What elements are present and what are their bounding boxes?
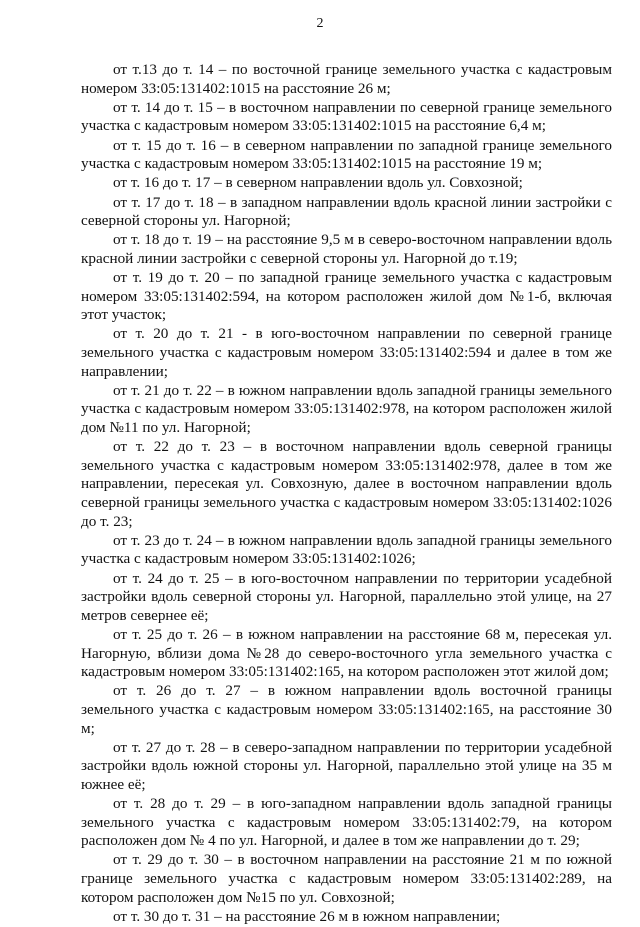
paragraph-5: от т. 17 до т. 18 – в западном направлении вдоль красной линии застройки с северной стороны ул. Нагорной; bbox=[81, 193, 612, 230]
document-body bbox=[81, 61, 612, 927]
paragraph-2: от т. 14 до т. 15 – в восточном направлении по северной границе земельного участка с кадастровым номером 33:05:131402:1015 на расстояние 6,4 м; bbox=[81, 98, 612, 135]
paragraph-12: от т. 24 до т. 25 – в юго-восточном направлении по территории усадебной застройки вдоль северной стороны ул. Нагорной, параллельно этой улице, на 27 метров севернее её; bbox=[81, 569, 612, 624]
paragraph-17: от т. 29 до т. 30 – в восточном направлении на расстояние 21 м по южной границе земельного участка с кадастровым номером 33:05:131402:289, на котором расположен дом №15 по ул. Совхозной; bbox=[81, 851, 612, 906]
paragraph-7: от т. 19 до т. 20 – по западной границе земельного участка с кадастровым номером 33:05:131402:594, на котором расположен жилой дом №1-б, включая этот участок; bbox=[81, 269, 612, 324]
paragraph-16: от т. 28 до т. 29 – в юго-западном направлении вдоль западной границы земельного участка с кадастровым номером 33:05:131402:79, на котором расположен дом № 4 по ул. Нагорной, и далее в том же направлении до т. 29; bbox=[81, 795, 612, 850]
paragraph-8: от т. 20 до т. 21 - в юго-восточном направлении по северной границе земельного участка с кадастровым номером 33:05:131402:594 и далее в том же направлении; bbox=[81, 325, 612, 380]
paragraph-6: от т. 18 до т. 19 – на расстояние 9,5 м в северо-восточном направлении вдоль красной линии застройки с северной стороны ул. Нагорной до т.19; bbox=[81, 231, 612, 267]
paragraph-10: от т. 22 до т. 23 – в восточном направлении вдоль северной границы земельного участка с кадастровым номером 33:05:131402:978, далее в том же направлении, пересекая ул. Совхозную, далее в восточном направлении вдоль северной границы земельного участка с кадастровым номером 33:05:131402:1026 до т. 23; bbox=[81, 438, 612, 530]
paragraph-11: от т. 23 до т. 24 – в южном направлении вдоль западной границы земельного участка с кадастровым номером 33:05:131402:1026; bbox=[81, 531, 612, 568]
page-number: 2 bbox=[316, 16, 324, 31]
paragraph-13: от т. 25 до т. 26 – в южном направлении на расстояние 68 м, пересекая ул. Нагорную, вблизи дома №28 до северо-восточного угла земельного участка с кадастровым номером 33:05:131402:165, на котором расположен этот жилой дом; bbox=[81, 625, 612, 681]
paragraph-14: от т. 26 до т. 27 – в южном направлении вдоль восточной границы земельного участка с кадастровым номером 33:05:131402:165, на расстояние 30 м; bbox=[81, 682, 612, 737]
paragraph-15: от т. 27 до т. 28 – в северо-западном направлении по территории усадебной застройки вдоль южной стороны ул. Нагорной, параллельно этой улице на 35 м южнее её; bbox=[81, 738, 612, 793]
paragraph-3: от т. 15 до т. 16 – в северном направлении по западной границе земельного участка с кадастровым номером 33:05:131402:1015 на расстояние 19 м; bbox=[81, 136, 612, 173]
paragraph-9: от т. 21 до т. 22 – в южном направлении вдоль западной границы земельного участка с кадастровым номером 33:05:131402:978, на котором расположен жилой дом №11 по ул. Нагорной; bbox=[81, 381, 612, 437]
paragraph-1: от т.13 до т. 14 – по восточной границе земельного участка с кадастровым номером 33:05:131402:1015 на расстояние 26 м; bbox=[81, 61, 612, 97]
paragraph-18: от т. 30 до т. 31 – на расстояние 26 м в южном направлении; bbox=[113, 907, 501, 925]
paragraph-4: от т. 16 до т. 17 – в северном направлении вдоль ул. Совхозной; bbox=[113, 174, 523, 192]
